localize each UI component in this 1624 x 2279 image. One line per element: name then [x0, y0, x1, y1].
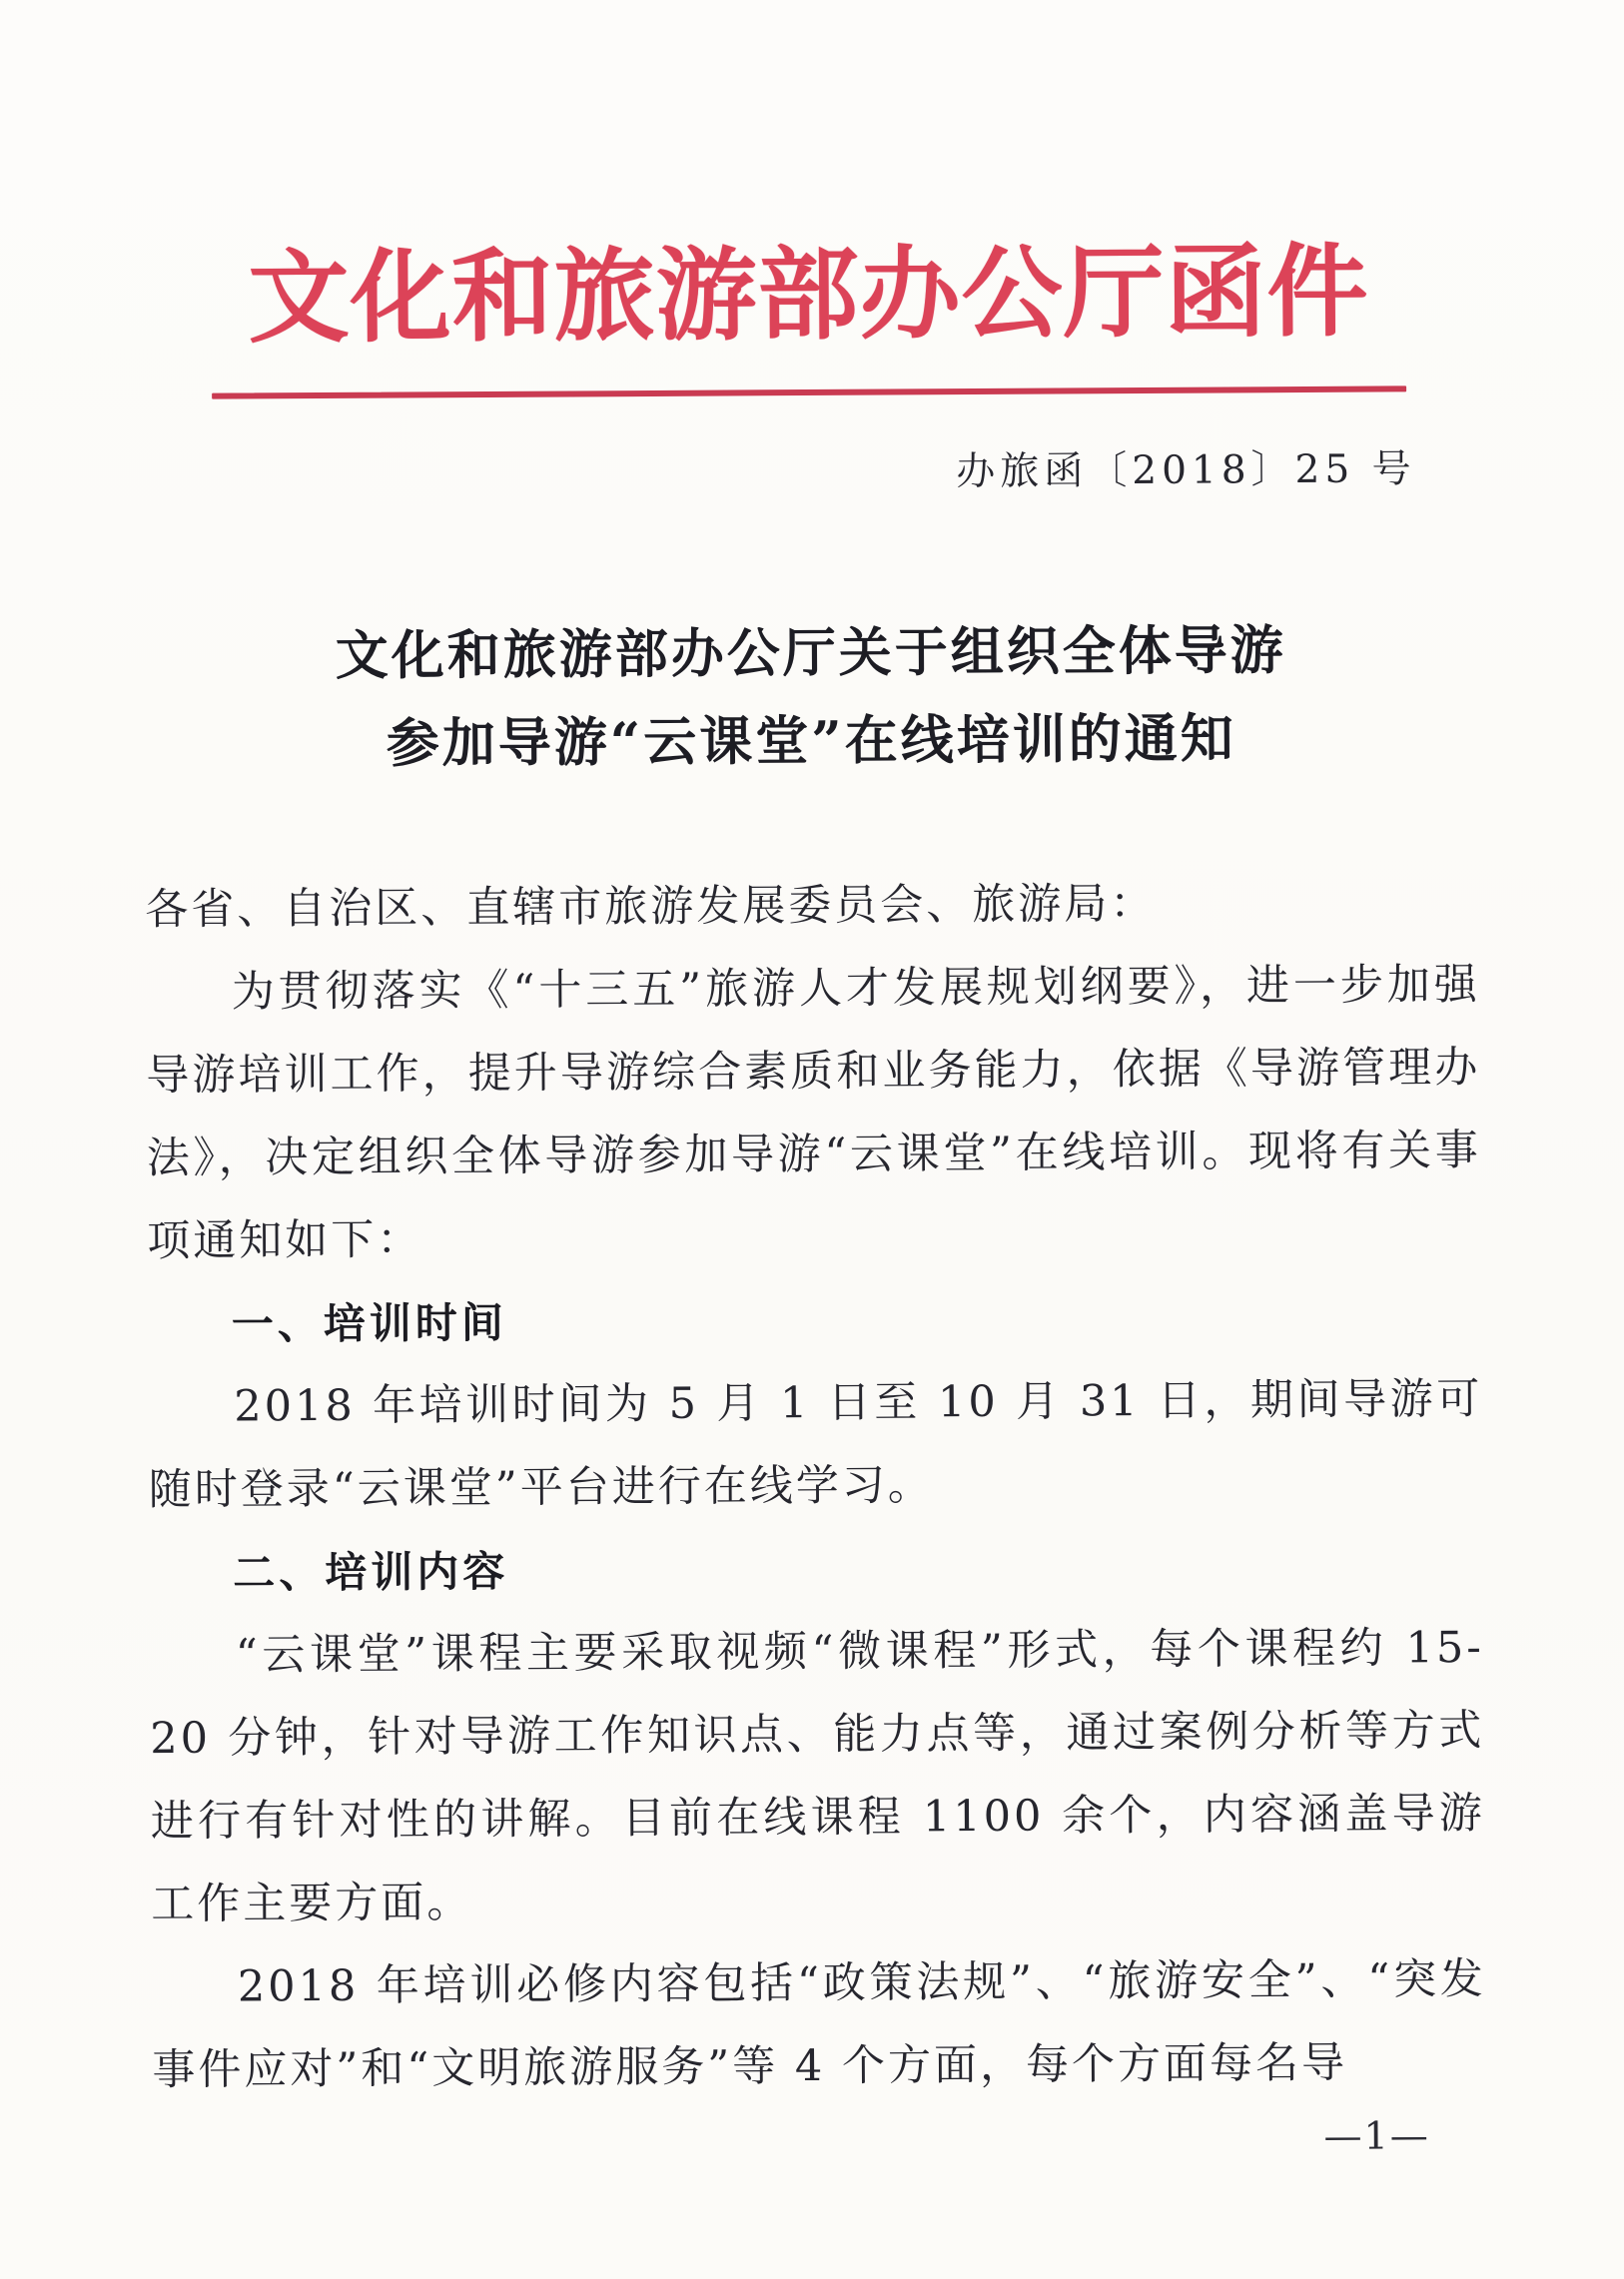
paragraph-training-content: “云课堂”课程主要采取视频“微课程”形式，每个课程约 15-20 分钟，针对导游工作知识点、能力点等，通过案例分析等方式进行有针对性的讲解。目前在线课程 1100 余个，内容涵盖导游工作主要方面。 — [150, 1622, 1485, 1930]
page-number: —1— — [1323, 2113, 1430, 2158]
letterhead — [0, 0, 1622, 502]
section-heading-training-content: 二、培训内容 — [233, 1546, 509, 1598]
section-heading-training-time: 一、培训时间 — [231, 1297, 507, 1349]
doc-title — [0, 604, 1624, 790]
masthead-title: 文化和旅游部办公厅函件 — [248, 231, 1369, 358]
doc-number: 办旅函〔2018〕25 号 — [956, 446, 1416, 495]
salutation: 各省、自治区、直辖市旅游发展委员会、旅游局： — [145, 878, 1157, 936]
doc-title-line2: 参加导游“云课堂”在线培训的通知 — [386, 707, 1236, 775]
paragraph-intro: 为贯彻落实《“十三五”旅游人才发展规划纲要》，进一步加强导游培训工作，提升导游综合素质和业务能力，依据《导游管理办法》，决定组织全体导游参加导游“云课堂”在线培训。现将有关事项通知如下： — [146, 959, 1481, 1267]
paragraph-required-content: 2018 年培训必修内容包括“政策法规”、“旅游安全”、“突发事件应对”和“文明旅游服务”等 4 个方面，每个方面每名导 — [152, 1953, 1486, 2096]
paragraph-training-time: 2018 年培训时间为 5 月 1 日至 10 月 31 日，期间导游可随时登录“云课堂”平台进行在线学习。 — [148, 1373, 1483, 1516]
masthead-divider — [212, 385, 1406, 398]
doc-title-line1: 文化和旅游部办公厅关于组织全体导游 — [335, 619, 1286, 687]
document-body — [145, 861, 1487, 2112]
